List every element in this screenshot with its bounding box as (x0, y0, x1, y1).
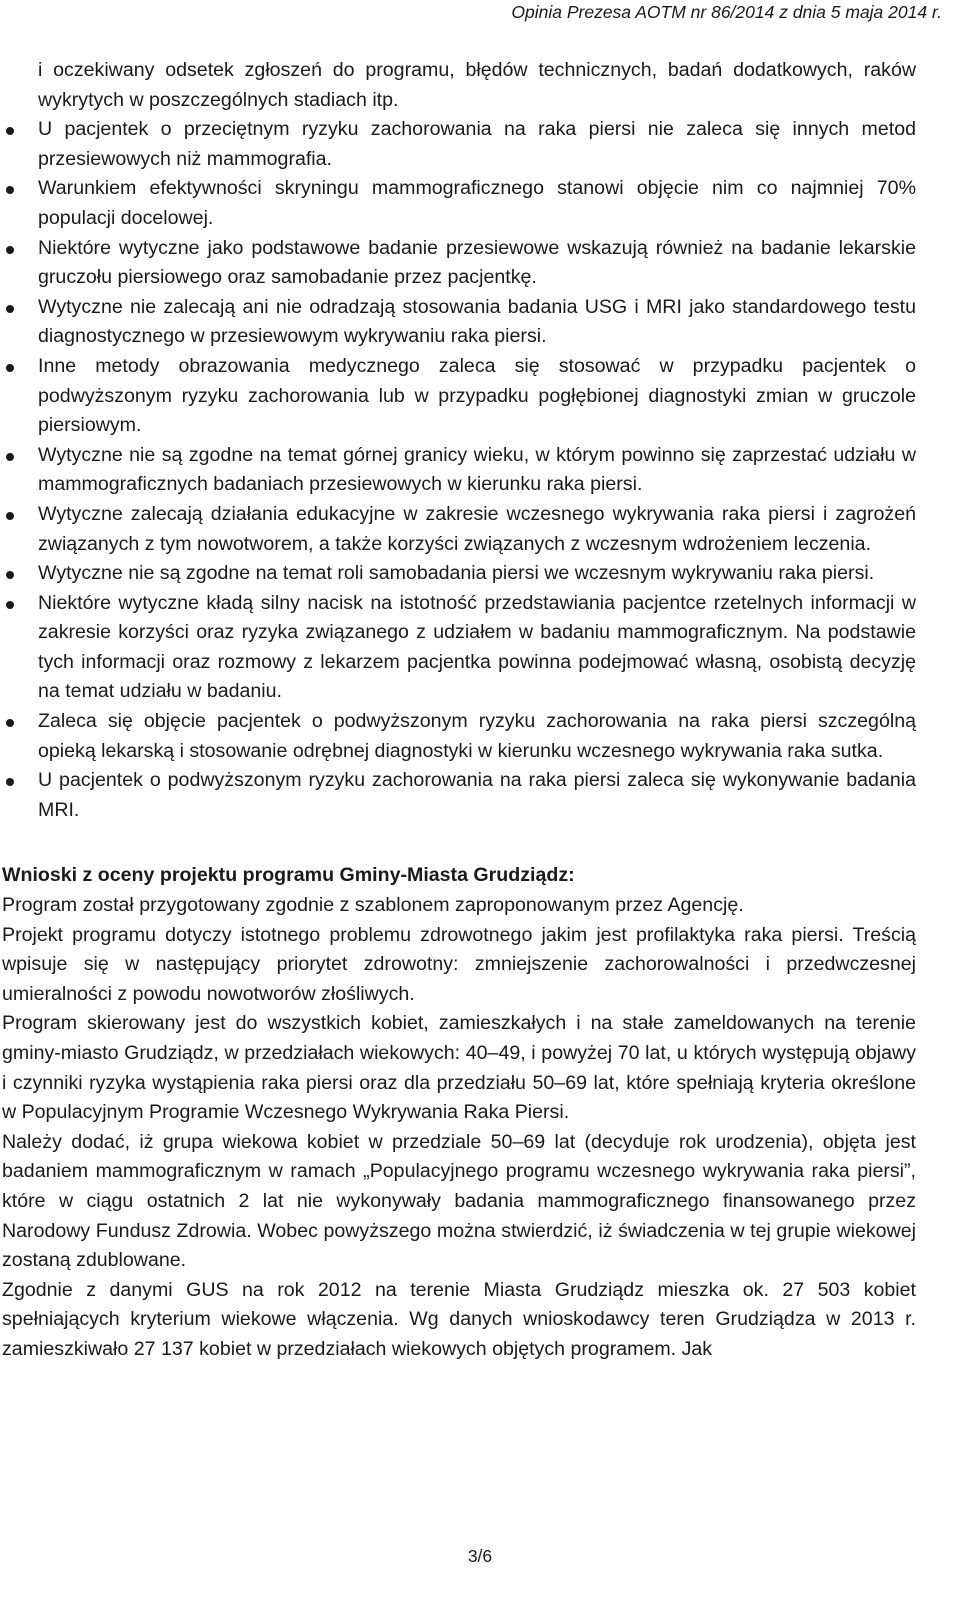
list-item-text: Wytyczne zalecają działania edukacyjne w zakresie wczesnego wykrywania raka piersi i zagrożeń związanych z tym nowotworem, a także korzyści związanych z wczesnym wdrożeniem leczenia. (38, 502, 916, 555)
list-item (38, 766, 916, 825)
bullet-icon (6, 186, 14, 194)
bullet-icon (6, 305, 14, 313)
bullet-icon (6, 601, 14, 609)
bullet-icon (6, 127, 14, 135)
bullet-icon (6, 571, 14, 579)
bullet-icon (6, 778, 14, 786)
list-item-text: U pacjentek o podwyższonym ryzyku zachorowania na raka piersi zaleca się wykonywanie badania MRI. (38, 769, 916, 821)
list-item (38, 559, 916, 589)
bullet-icon (6, 453, 14, 461)
list-item (38, 234, 916, 293)
list-item-text: Niektóre wytyczne jako podstawowe badanie przesiewowe wskazują również na badanie lekarskie gruczołu piersiowego oraz samobadanie przez pacjentkę. (38, 236, 916, 289)
page-header: Opinia Prezesa AOTM nr 86/2014 z dnia 5 maja 2014 r. (511, 2, 942, 22)
list-item-text: Zaleca się objęcie pacjentek o podwyższonym ryzyku zachorowania na raka piersi szczególną opieką lekarską i stosowanie odrębnej diagnostyki w kierunku wczesnego wykrywania raka sutka. (38, 710, 916, 762)
list-item (38, 352, 916, 441)
list-item (38, 500, 916, 559)
list-item-text: Wytyczne nie są zgodne na temat roli samobadania piersi we wczesnym wykrywaniu raka piersi. (38, 562, 875, 585)
list-item-text: i oczekiwany odsetek zgłoszeń do programu, błędów technicznych, badań dodatkowych, raków wykrytych w poszczególnych stadiach itp. (38, 59, 916, 111)
bullet-icon (6, 246, 14, 254)
list-item (38, 293, 916, 352)
list-item (38, 115, 916, 174)
list-item (38, 174, 916, 233)
page-number: 3/6 (467, 1546, 493, 1566)
bullet-icon (6, 719, 14, 727)
list-item-text: U pacjentek o przeciętnym ryzyku zachorowania na raka piersi nie zaleca się innych metod przesiewowych niż mammografia. (38, 118, 916, 170)
list-item (38, 589, 916, 707)
paragraph: Projekt programu dotyczy istotnego problemu zdrowotnego jakim jest profilaktyka raka piersi. Treścią wpisuje się w następujący priorytet zdrowotny: zmniejszenie zachorowalności i przedwczesnej umieralności z powodu nowotworów złośliwych. (2, 923, 916, 1005)
list-item-text: Wytyczne nie są zgodne na temat górnej granicy wieku, w którym powinno się zaprzestać udziału w mammograficznych badaniach przesiewowych w kierunku raka piersi. (38, 443, 916, 496)
bullet-icon (6, 512, 14, 520)
guidelines-list (2, 56, 916, 825)
paragraph: Program został przygotowany zgodnie z szablonem zaproponowanym przez Agencję. (2, 894, 744, 917)
paragraph: Należy dodać, iż grupa wiekowa kobiet w przedziale 50–69 lat (decyduje rok urodzenia), objęta jest badaniem mammograficznym w ramach „Populacyjnego programu wczesnego wykrywania raka piersi”, które w ciągu ostatnich 2 lat nie wykonywały badania mammograficznego finansowanego przez Narodowy Fundusz Zdrowia. Wobec powyższego można stwierdzić, iż świadczenia w tej grupie wiekowej zostaną zdublowane. (2, 1130, 916, 1272)
bullet-icon (6, 364, 14, 372)
list-item-text: Inne metody obrazowania medycznego zaleca się stosować w przypadku pacjentek o podwyższonym ryzyku zachorowania lub w przypadku pogłębionej diagnostyki zmian w gruczole piersiowym. (38, 354, 916, 437)
list-item (38, 707, 916, 766)
list-item-text: Warunkiem efektywności skryningu mammograficznego stanowi objęcie nim co najmniej 70% populacji docelowej. (38, 177, 916, 229)
paragraph: Zgodnie z danymi GUS na rok 2012 na terenie Miasta Grudziądz mieszka ok. 27 503 kobiet spełniających kryterium wiekowe włączenia. Wg danych wnioskodawcy teren Grudziądza w 2013 r. zamieszkiwało 27 137 kobiet w przedziałach wiekowych objętych programem. Jak (2, 1278, 916, 1360)
paragraph: Program skierowany jest do wszystkich kobiet, zamieszkałych i na stałe zameldowanych na terenie gminy-miasto Grudziądz, w przedziałach wiekowych: 40–49, i powyżej 70 lat, u których występują objawy i czynniki ryzyka wystąpienia raka piersi oraz dla przedziału 50–69 lat, które spełniają kryteria określone w Populacyjnym Programie Wczesnego Wykrywania Raka Piersi. (2, 1012, 916, 1124)
list-item-text: Wytyczne nie zalecają ani nie odradzają stosowania badania USG i MRI jako standardowego testu diagnostycznego w przesiewowym wykrywaniu raka piersi. (38, 295, 916, 348)
list-item-text: Niektóre wytyczne kładą silny nacisk na istotność przedstawiania pacjentce rzetelnych informacji w zakresie korzyści oraz ryzyka związanego z udziałem w badaniu mammograficznym. Na podstawie tych informacji oraz rozmowy z lekarzem pacjentka powinna podejmować własną, osobistą decyzję na temat udziału w badaniu. (38, 591, 916, 703)
document-body (2, 56, 916, 1365)
list-item-continuation (38, 56, 916, 115)
list-item (38, 441, 916, 500)
section-title: Wnioski z oceny projektu programu Gminy-Miasta Grudziądz: (2, 864, 575, 887)
